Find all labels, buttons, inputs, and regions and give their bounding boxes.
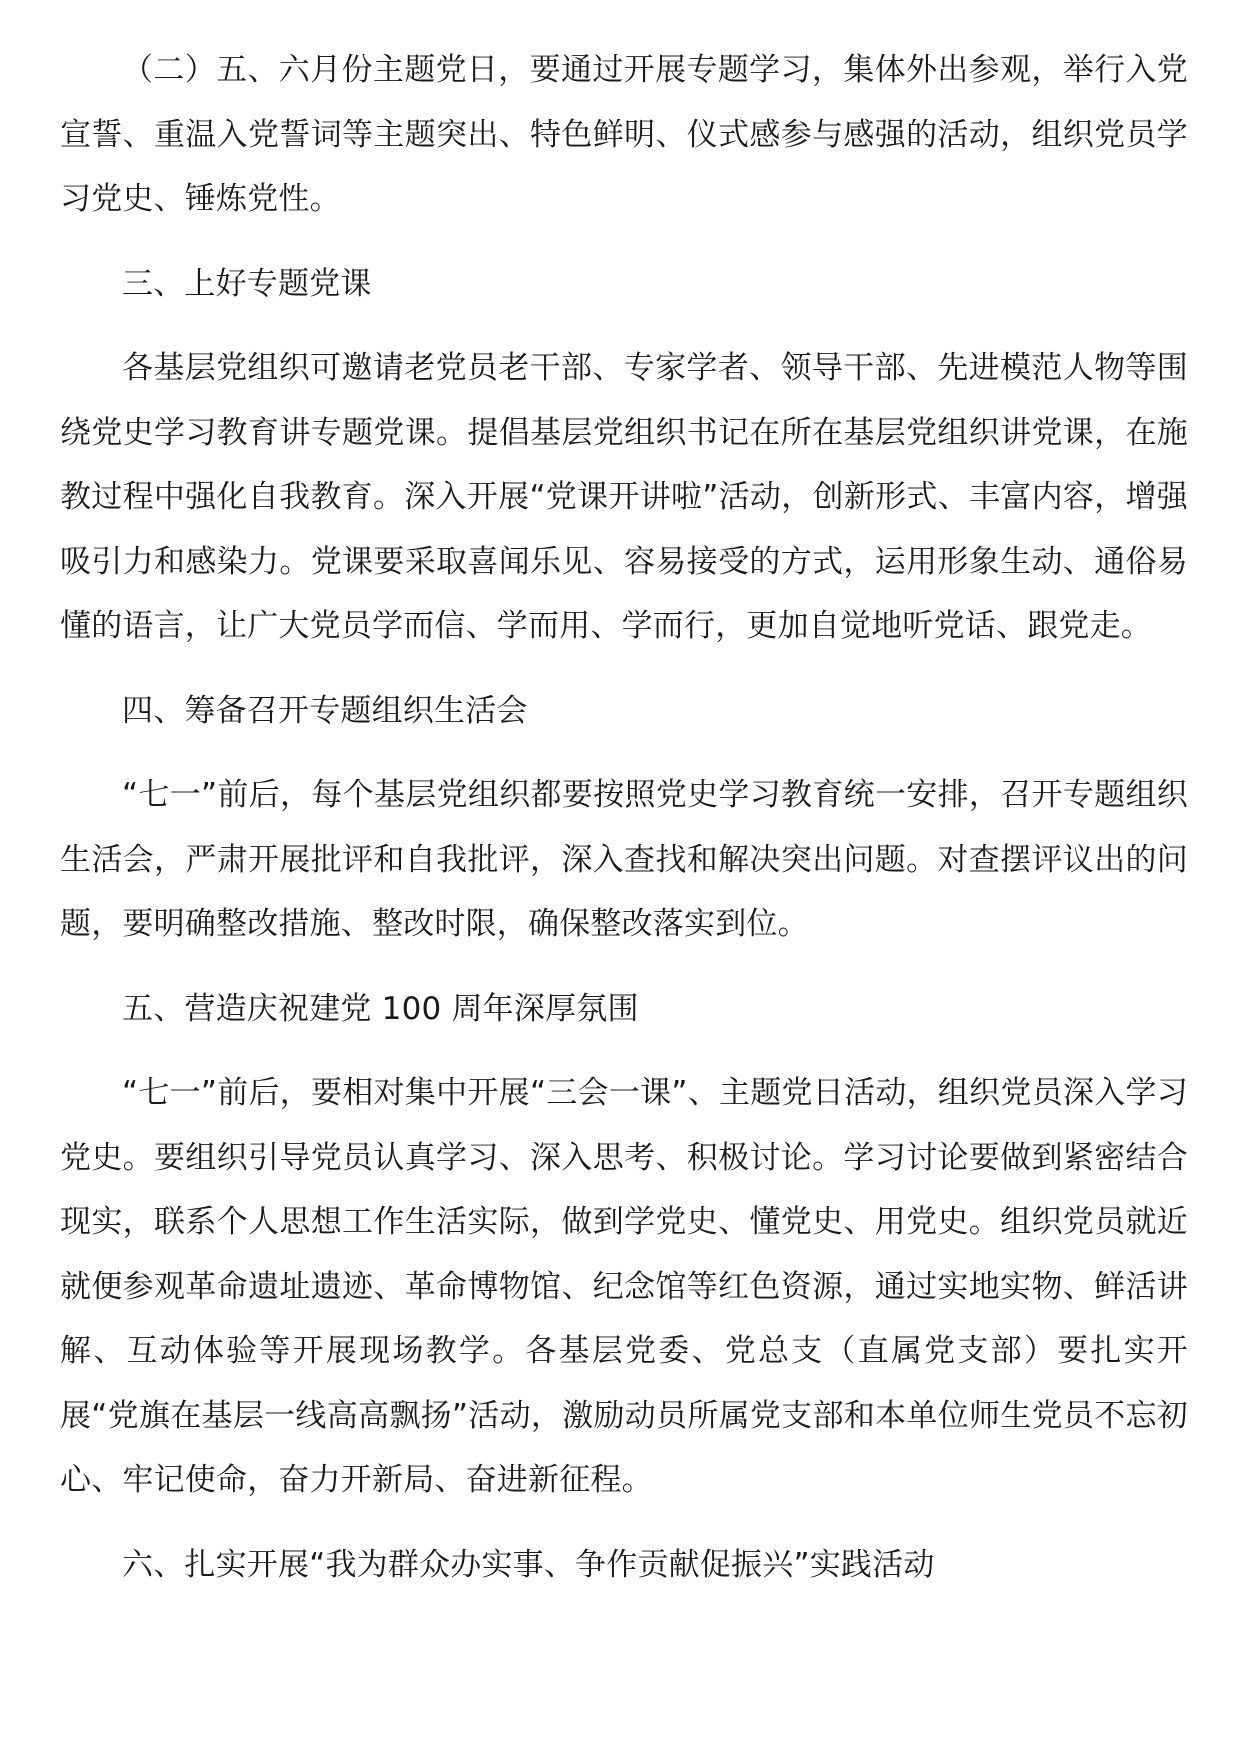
section-heading-organizational-life-meeting: 四、筹备召开专题组织生活会: [122, 692, 528, 729]
paragraph-organizational-life-meeting: “七一”前后，每个基层党组织都要按照党史学习教育统一安排，召开专题组织生活会，严肃开展批评和自我批评，深入查找和解决突出问题。对查摆评议出的问题，要明确整改措施、整改时限，确保整改落实到位。: [60, 777, 1188, 942]
document-body: [60, 38, 1188, 1597]
section-heading-practical-activities: 六、扎实开展“我为群众办实事、争作贡献促振兴”实践活动: [122, 1546, 935, 1583]
paragraph-centenary-atmosphere: “七一”前后，要相对集中开展“三会一课”、主题党日活动，组织党员深入学习党史。要组织引导党员认真学习、深入思考、积极讨论。学习讨论要做到紧密结合现实，联系个人思想工作生活实际，做到学党史、懂党史、用党史。组织党员就近就便参观革命遗址遗迹、革命博物馆、纪念馆等红色资源，通过实地实物、鲜活讲解、互动体验等开展现场教学。各基层党委、党总支（直属党支部）要扎实开展“党旗在基层一线高高飘扬”活动，激励动员所属党支部和本单位师生党员不忘初心、牢记使命，奋力开新局、奋进新征程。: [60, 1075, 1188, 1498]
paragraph-theme-party-day: （二）五、六月份主题党日，要通过开展专题学习，集体外出参观，举行入党宣誓、重温入党誓词等主题突出、特色鲜明、仪式感参与感强的活动，组织党员学习党史、锤炼党性。: [60, 52, 1188, 217]
section-heading-party-lecture: 三、上好专题党课: [122, 265, 372, 302]
paragraph-party-lecture: 各基层党组织可邀请老党员老干部、专家学者、领导干部、先进模范人物等围绕党史学习教育讲专题党课。提倡基层党组织书记在所在基层党组织讲党课，在施教过程中强化自我教育。深入开展“党课开讲啦”活动，创新形式、丰富内容，增强吸引力和感染力。党课要采取喜闻乐见、容易接受的方式，运用形象生动、通俗易懂的语言，让广大党员学而信、学而用、学而行，更加自觉地听党话、跟党走。: [60, 350, 1188, 644]
section-heading-centenary-atmosphere: 五、营造庆祝建党 100 周年深厚氛围: [122, 990, 639, 1027]
